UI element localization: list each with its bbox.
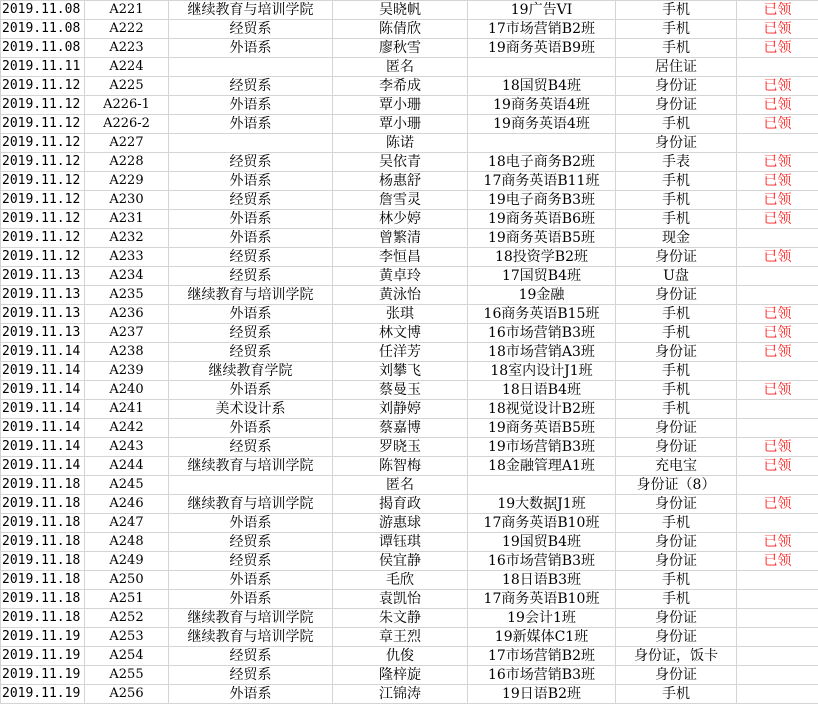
table-row	[1, 666, 818, 685]
department-cell[interactable]: 外语系	[169, 96, 333, 115]
id-cell[interactable]: A229	[85, 172, 169, 191]
id-cell[interactable]: A227	[85, 134, 169, 153]
name-cell[interactable]: 朱文静	[333, 609, 468, 628]
date-cell[interactable]: 2019.11.13	[1, 286, 85, 305]
id-cell[interactable]: A245	[85, 476, 169, 495]
status-cell[interactable]	[737, 362, 818, 381]
class-cell[interactable]: 16市场营销B3班	[468, 552, 616, 571]
status-cell[interactable]: 已领	[737, 324, 818, 343]
class-cell[interactable]: 19商务英语B6班	[468, 210, 616, 229]
department-cell[interactable]: 经贸系	[169, 666, 333, 685]
table-row	[1, 172, 818, 191]
table-row	[1, 476, 818, 495]
id-cell[interactable]: A242	[85, 419, 169, 438]
status-cell[interactable]: 已领	[737, 305, 818, 324]
status-cell[interactable]: 已领	[737, 343, 818, 362]
id-cell[interactable]: A236	[85, 305, 169, 324]
id-cell[interactable]: A246	[85, 495, 169, 514]
class-cell[interactable]: 19会计1班	[468, 609, 616, 628]
name-cell[interactable]: 揭育政	[333, 495, 468, 514]
table-row	[1, 229, 818, 248]
item-cell[interactable]: 手机	[616, 381, 737, 400]
id-cell[interactable]: A222	[85, 20, 169, 39]
id-cell[interactable]: A249	[85, 552, 169, 571]
name-cell[interactable]: 仇俊	[333, 647, 468, 666]
status-cell[interactable]: 已领	[737, 381, 818, 400]
department-cell[interactable]: 继续教育与培训学院	[169, 628, 333, 647]
table-row	[1, 400, 818, 419]
status-cell[interactable]	[737, 666, 818, 685]
class-cell[interactable]: 16商务英语B15班	[468, 305, 616, 324]
item-cell[interactable]: 手机	[616, 514, 737, 533]
name-cell[interactable]: 李恒昌	[333, 248, 468, 267]
table-row	[1, 685, 818, 704]
class-cell[interactable]	[468, 476, 616, 495]
class-cell[interactable]	[468, 134, 616, 153]
class-cell[interactable]: 17市场营销B2班	[468, 20, 616, 39]
department-cell[interactable]: 继续教育与培训学院	[169, 1, 333, 20]
status-cell[interactable]: 已领	[737, 77, 818, 96]
name-cell[interactable]: 曾繁清	[333, 229, 468, 248]
date-cell[interactable]: 2019.11.12	[1, 229, 85, 248]
status-cell[interactable]	[737, 590, 818, 609]
name-cell[interactable]: 蔡曼玉	[333, 381, 468, 400]
department-cell[interactable]: 外语系	[169, 305, 333, 324]
item-cell[interactable]: 身份证	[616, 628, 737, 647]
id-cell[interactable]: A226-2	[85, 115, 169, 134]
department-cell[interactable]: 经贸系	[169, 552, 333, 571]
item-cell[interactable]: 充电宝	[616, 457, 737, 476]
table-row	[1, 305, 818, 324]
status-cell[interactable]	[737, 229, 818, 248]
item-cell[interactable]: 手机	[616, 362, 737, 381]
item-cell[interactable]: U盘	[616, 267, 737, 286]
status-cell[interactable]: 已领	[737, 172, 818, 191]
name-cell[interactable]: 毛欣	[333, 571, 468, 590]
table-row	[1, 438, 818, 457]
class-cell[interactable]: 19市场营销B3班	[468, 438, 616, 457]
class-cell[interactable]: 19商务英语B5班	[468, 229, 616, 248]
department-cell[interactable]: 经贸系	[169, 324, 333, 343]
item-cell[interactable]: 手机	[616, 172, 737, 191]
status-cell[interactable]: 已领	[737, 495, 818, 514]
item-cell[interactable]: 身份证，饭卡	[616, 647, 737, 666]
class-cell[interactable]: 19日语B2班	[468, 685, 616, 704]
status-cell[interactable]	[737, 267, 818, 286]
name-cell[interactable]: 陈智梅	[333, 457, 468, 476]
id-cell[interactable]: A235	[85, 286, 169, 305]
status-cell[interactable]: 已领	[737, 438, 818, 457]
class-cell[interactable]: 19商务英语4班	[468, 115, 616, 134]
table-row	[1, 58, 818, 77]
name-cell[interactable]: 陈诺	[333, 134, 468, 153]
department-cell[interactable]: 继续教育学院	[169, 362, 333, 381]
department-cell[interactable]: 外语系	[169, 381, 333, 400]
item-cell[interactable]: 手机	[616, 685, 737, 704]
item-cell[interactable]: 身份证	[616, 343, 737, 362]
date-cell[interactable]: 2019.11.18	[1, 590, 85, 609]
department-cell[interactable]	[169, 134, 333, 153]
id-cell[interactable]: A221	[85, 1, 169, 20]
item-cell[interactable]: 手机	[616, 115, 737, 134]
department-cell[interactable]: 经贸系	[169, 343, 333, 362]
department-cell[interactable]: 经贸系	[169, 267, 333, 286]
name-cell[interactable]: 游惠球	[333, 514, 468, 533]
name-cell[interactable]: 覃小珊	[333, 96, 468, 115]
id-cell[interactable]: A237	[85, 324, 169, 343]
item-cell[interactable]: 手机	[616, 590, 737, 609]
id-cell[interactable]: A248	[85, 533, 169, 552]
department-cell[interactable]: 经贸系	[169, 153, 333, 172]
date-cell[interactable]: 2019.11.12	[1, 77, 85, 96]
item-cell[interactable]: 手机	[616, 210, 737, 229]
status-cell[interactable]	[737, 476, 818, 495]
id-cell[interactable]: A241	[85, 400, 169, 419]
item-cell[interactable]: 身份证	[616, 419, 737, 438]
date-cell[interactable]: 2019.11.12	[1, 248, 85, 267]
department-cell[interactable]: 外语系	[169, 210, 333, 229]
class-cell[interactable]: 18市场营销A3班	[468, 343, 616, 362]
class-cell[interactable]: 18电子商务B2班	[468, 153, 616, 172]
status-cell[interactable]: 已领	[737, 248, 818, 267]
item-cell[interactable]: 身份证	[616, 533, 737, 552]
table-row	[1, 248, 818, 267]
class-cell[interactable]: 18视觉设计B2班	[468, 400, 616, 419]
table-row	[1, 191, 818, 210]
date-cell[interactable]: 2019.11.08	[1, 39, 85, 58]
name-cell[interactable]: 吴依青	[333, 153, 468, 172]
name-cell[interactable]: 任洋芳	[333, 343, 468, 362]
item-cell[interactable]: 身份证	[616, 495, 737, 514]
status-cell[interactable]	[737, 419, 818, 438]
id-cell[interactable]: A233	[85, 248, 169, 267]
department-cell[interactable]	[169, 476, 333, 495]
item-cell[interactable]: 身份证	[616, 609, 737, 628]
department-cell[interactable]: 经贸系	[169, 533, 333, 552]
item-cell[interactable]: 手机	[616, 39, 737, 58]
department-cell[interactable]: 经贸系	[169, 191, 333, 210]
id-cell[interactable]: A253	[85, 628, 169, 647]
table-row	[1, 39, 818, 58]
date-cell[interactable]: 2019.11.18	[1, 552, 85, 571]
item-cell[interactable]: 手机	[616, 400, 737, 419]
status-cell[interactable]: 已领	[737, 191, 818, 210]
name-cell[interactable]: 陈倩欣	[333, 20, 468, 39]
status-cell[interactable]	[737, 58, 818, 77]
department-cell[interactable]: 外语系	[169, 514, 333, 533]
status-cell[interactable]	[737, 571, 818, 590]
class-cell[interactable]: 19电子商务B3班	[468, 191, 616, 210]
date-cell[interactable]: 2019.11.18	[1, 571, 85, 590]
department-cell[interactable]: 继续教育与培训学院	[169, 609, 333, 628]
status-cell[interactable]: 已领	[737, 533, 818, 552]
class-cell[interactable]: 18日语B4班	[468, 381, 616, 400]
name-cell[interactable]: 隆梓旋	[333, 666, 468, 685]
department-cell[interactable]: 外语系	[169, 39, 333, 58]
item-cell[interactable]: 手机	[616, 191, 737, 210]
id-cell[interactable]: A226-1	[85, 96, 169, 115]
status-cell[interactable]	[737, 286, 818, 305]
table-row	[1, 381, 818, 400]
status-cell[interactable]	[737, 628, 818, 647]
status-cell[interactable]: 已领	[737, 39, 818, 58]
item-cell[interactable]: 身份证	[616, 96, 737, 115]
id-cell[interactable]: A251	[85, 590, 169, 609]
table-row	[1, 1, 818, 20]
department-cell[interactable]: 外语系	[169, 571, 333, 590]
item-cell[interactable]: 手机	[616, 324, 737, 343]
date-cell[interactable]: 2019.11.12	[1, 210, 85, 229]
item-cell[interactable]: 手机	[616, 305, 737, 324]
date-cell[interactable]: 2019.11.14	[1, 419, 85, 438]
item-cell[interactable]: 身份证	[616, 438, 737, 457]
id-cell[interactable]: A228	[85, 153, 169, 172]
date-cell[interactable]: 2019.11.14	[1, 438, 85, 457]
table-row	[1, 647, 818, 666]
id-cell[interactable]: A238	[85, 343, 169, 362]
date-cell[interactable]: 2019.11.18	[1, 609, 85, 628]
name-cell[interactable]: 黄泳怡	[333, 286, 468, 305]
name-cell[interactable]: 林少婷	[333, 210, 468, 229]
table-row	[1, 77, 818, 96]
id-cell[interactable]: A255	[85, 666, 169, 685]
date-cell[interactable]: 2019.11.14	[1, 343, 85, 362]
class-cell[interactable]: 18日语B3班	[468, 571, 616, 590]
class-cell[interactable]: 19金融	[468, 286, 616, 305]
class-cell[interactable]: 17商务英语B10班	[468, 514, 616, 533]
class-cell[interactable]: 19广告VI	[468, 1, 616, 20]
status-cell[interactable]	[737, 514, 818, 533]
department-cell[interactable]: 经贸系	[169, 438, 333, 457]
date-cell[interactable]: 2019.11.13	[1, 305, 85, 324]
date-cell[interactable]: 2019.11.11	[1, 58, 85, 77]
class-cell[interactable]: 18金融管理A1班	[468, 457, 616, 476]
name-cell[interactable]: 袁凯怡	[333, 590, 468, 609]
id-cell[interactable]: A256	[85, 685, 169, 704]
table-row	[1, 210, 818, 229]
date-cell[interactable]: 2019.11.19	[1, 628, 85, 647]
department-cell[interactable]: 美术设计系	[169, 400, 333, 419]
status-cell[interactable]: 已领	[737, 96, 818, 115]
department-cell[interactable]: 继续教育与培训学院	[169, 286, 333, 305]
name-cell[interactable]: 廖秋雪	[333, 39, 468, 58]
item-cell[interactable]: 手机	[616, 571, 737, 590]
name-cell[interactable]: 罗晓玉	[333, 438, 468, 457]
table-row	[1, 20, 818, 39]
class-cell[interactable]: 17商务英语B10班	[468, 590, 616, 609]
id-cell[interactable]: A243	[85, 438, 169, 457]
department-cell[interactable]: 外语系	[169, 229, 333, 248]
class-cell[interactable]: 17商务英语B11班	[468, 172, 616, 191]
name-cell[interactable]: 江锦涛	[333, 685, 468, 704]
department-cell[interactable]: 外语系	[169, 419, 333, 438]
date-cell[interactable]: 2019.11.08	[1, 1, 85, 20]
class-cell[interactable]: 19国贸B4班	[468, 533, 616, 552]
date-cell[interactable]: 2019.11.14	[1, 362, 85, 381]
id-cell[interactable]: A224	[85, 58, 169, 77]
table-row	[1, 419, 818, 438]
table-row	[1, 134, 818, 153]
table-row	[1, 552, 818, 571]
name-cell[interactable]: 黄卓玲	[333, 267, 468, 286]
table-row	[1, 571, 818, 590]
id-cell[interactable]: A231	[85, 210, 169, 229]
id-cell[interactable]: A234	[85, 267, 169, 286]
date-cell[interactable]: 2019.11.12	[1, 191, 85, 210]
class-cell[interactable]: 19商务英语B9班	[468, 39, 616, 58]
item-cell[interactable]: 手机	[616, 20, 737, 39]
status-cell[interactable]	[737, 647, 818, 666]
class-cell[interactable]: 18投资学B2班	[468, 248, 616, 267]
id-cell[interactable]: A252	[85, 609, 169, 628]
status-cell[interactable]	[737, 685, 818, 704]
id-cell[interactable]: A250	[85, 571, 169, 590]
table-row	[1, 343, 818, 362]
status-cell[interactable]: 已领	[737, 20, 818, 39]
department-cell[interactable]: 经贸系	[169, 647, 333, 666]
department-cell[interactable]	[169, 58, 333, 77]
name-cell[interactable]: 张琪	[333, 305, 468, 324]
table-row	[1, 286, 818, 305]
id-cell[interactable]: A230	[85, 191, 169, 210]
table-row	[1, 495, 818, 514]
id-cell[interactable]: A225	[85, 77, 169, 96]
department-cell[interactable]: 外语系	[169, 590, 333, 609]
class-cell[interactable]: 16市场营销B3班	[468, 666, 616, 685]
id-cell[interactable]: A239	[85, 362, 169, 381]
name-cell[interactable]: 李希成	[333, 77, 468, 96]
date-cell[interactable]: 2019.11.12	[1, 115, 85, 134]
table-row	[1, 267, 818, 286]
class-cell[interactable]: 16市场营销B3班	[468, 324, 616, 343]
department-cell[interactable]: 经贸系	[169, 77, 333, 96]
item-cell[interactable]: 身份证	[616, 248, 737, 267]
item-cell[interactable]: 身份证	[616, 552, 737, 571]
class-cell[interactable]	[468, 58, 616, 77]
item-cell[interactable]: 手机	[616, 1, 737, 20]
date-cell[interactable]: 2019.11.19	[1, 685, 85, 704]
table-row	[1, 153, 818, 172]
date-cell[interactable]: 2019.11.13	[1, 324, 85, 343]
date-cell[interactable]: 2019.11.14	[1, 400, 85, 419]
class-cell[interactable]: 19大数据J1班	[468, 495, 616, 514]
department-cell[interactable]: 外语系	[169, 685, 333, 704]
id-cell[interactable]: A254	[85, 647, 169, 666]
id-cell[interactable]: A232	[85, 229, 169, 248]
item-cell[interactable]: 居住证	[616, 58, 737, 77]
class-cell[interactable]: 17市场营销B2班	[468, 647, 616, 666]
class-cell[interactable]: 19商务英语B5班	[468, 419, 616, 438]
class-cell[interactable]: 19新媒体C1班	[468, 628, 616, 647]
date-cell[interactable]: 2019.11.08	[1, 20, 85, 39]
table-row	[1, 362, 818, 381]
id-cell[interactable]: A244	[85, 457, 169, 476]
item-cell[interactable]: 身份证	[616, 286, 737, 305]
name-cell[interactable]: 覃小珊	[333, 115, 468, 134]
department-cell[interactable]: 经贸系	[169, 248, 333, 267]
status-cell[interactable]: 已领	[737, 552, 818, 571]
status-cell[interactable]: 已领	[737, 115, 818, 134]
status-cell[interactable]	[737, 400, 818, 419]
date-cell[interactable]: 2019.11.12	[1, 134, 85, 153]
name-cell[interactable]: 吴晓帆	[333, 1, 468, 20]
department-cell[interactable]: 继续教育与培训学院	[169, 457, 333, 476]
date-cell[interactable]: 2019.11.19	[1, 666, 85, 685]
table-row	[1, 628, 818, 647]
item-cell[interactable]: 现金	[616, 229, 737, 248]
class-cell[interactable]: 17国贸B4班	[468, 267, 616, 286]
department-cell[interactable]: 外语系	[169, 115, 333, 134]
table-body	[1, 1, 818, 704]
date-cell[interactable]: 2019.11.18	[1, 533, 85, 552]
name-cell[interactable]: 詹雪灵	[333, 191, 468, 210]
class-cell[interactable]: 18室内设计J1班	[468, 362, 616, 381]
name-cell[interactable]: 刘静婷	[333, 400, 468, 419]
status-cell[interactable]: 已领	[737, 153, 818, 172]
table-row	[1, 609, 818, 628]
department-cell[interactable]: 继续教育与培训学院	[169, 495, 333, 514]
item-cell[interactable]: 身份证（8）	[616, 476, 737, 495]
id-cell[interactable]: A247	[85, 514, 169, 533]
item-cell[interactable]: 身份证	[616, 134, 737, 153]
status-cell[interactable]: 已领	[737, 457, 818, 476]
date-cell[interactable]: 2019.11.18	[1, 514, 85, 533]
date-cell[interactable]: 2019.11.14	[1, 457, 85, 476]
name-cell[interactable]: 匿名	[333, 58, 468, 77]
date-cell[interactable]: 2019.11.14	[1, 381, 85, 400]
name-cell[interactable]: 章王烈	[333, 628, 468, 647]
id-cell[interactable]: A240	[85, 381, 169, 400]
class-cell[interactable]: 18国贸B4班	[468, 77, 616, 96]
name-cell[interactable]: 杨惠舒	[333, 172, 468, 191]
date-cell[interactable]: 2019.11.12	[1, 172, 85, 191]
table-row	[1, 96, 818, 115]
table-row	[1, 514, 818, 533]
item-cell[interactable]: 身份证	[616, 666, 737, 685]
date-cell[interactable]: 2019.11.18	[1, 476, 85, 495]
table-row	[1, 324, 818, 343]
status-cell[interactable]	[737, 609, 818, 628]
name-cell[interactable]: 匿名	[333, 476, 468, 495]
table-row	[1, 115, 818, 134]
table-row	[1, 457, 818, 476]
name-cell[interactable]: 蔡嘉博	[333, 419, 468, 438]
name-cell[interactable]: 侯宜静	[333, 552, 468, 571]
status-cell[interactable]: 已领	[737, 1, 818, 20]
department-cell[interactable]: 外语系	[169, 172, 333, 191]
date-cell[interactable]: 2019.11.19	[1, 647, 85, 666]
status-cell[interactable]	[737, 134, 818, 153]
item-cell[interactable]: 手表	[616, 153, 737, 172]
table-row	[1, 533, 818, 552]
status-cell[interactable]: 已领	[737, 210, 818, 229]
date-cell[interactable]: 2019.11.12	[1, 96, 85, 115]
table-row	[1, 590, 818, 609]
id-cell[interactable]: A223	[85, 39, 169, 58]
class-cell[interactable]: 19商务英语4班	[468, 96, 616, 115]
date-cell[interactable]: 2019.11.12	[1, 153, 85, 172]
date-cell[interactable]: 2019.11.18	[1, 495, 85, 514]
name-cell[interactable]: 林文博	[333, 324, 468, 343]
name-cell[interactable]: 刘攀飞	[333, 362, 468, 381]
name-cell[interactable]: 谭钰琪	[333, 533, 468, 552]
date-cell[interactable]: 2019.11.13	[1, 267, 85, 286]
department-cell[interactable]: 经贸系	[169, 20, 333, 39]
item-cell[interactable]: 身份证	[616, 77, 737, 96]
